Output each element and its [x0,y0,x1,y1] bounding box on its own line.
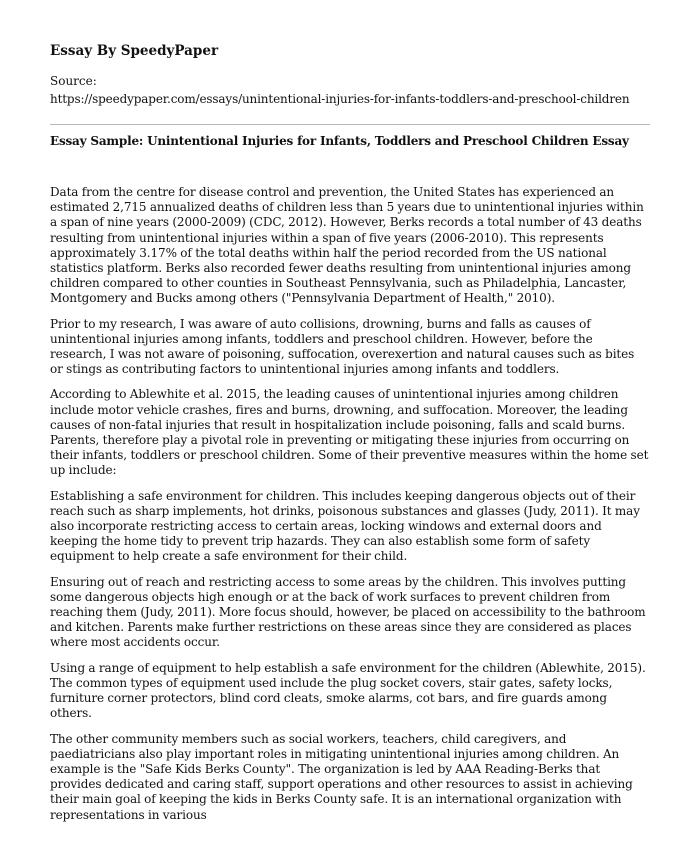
divider [50,124,650,125]
source-label: Source: [50,74,97,88]
essay-body [50,185,650,833]
paragraph: The other community members such as social workers, teachers, child caregivers, and paediatricians also play important roles in mitigating unintentional injuries among children. An example is the "Safe Kids Berks County". The organization is led by AAA Reading-Berks that provides dedicated and caring staff, support operations and other resources to assist in achieving their main goal of keeping the kids in Berks County safe. It is an international organization with representations in various [50,731,633,822]
source-url: https://speedypaper.com/essays/unintentional-injuries-for-infants-toddlers-and-preschool-children [50,92,630,106]
paragraph: Prior to my research, I was aware of auto collisions, drowning, burns and falls as causes of unintentional injuries among infants, toddlers and preschool children. However, before the research, I was not aware of poisoning, suffocation, overexertion and natural causes such as bites or stings as contributing factors to unintentional injuries among infants and toddlers. [50,316,635,377]
essay-author-heading: Essay By SpeedyPaper [50,43,219,59]
paragraph: Ensuring out of reach and restricting access to some areas by the children. This involves putting some dangerous objects high enough or at the back of work surfaces to prevent children from reaching them (Judy, 2011). More focus should, however, be placed on accessibility to the bathroom and kitchen. Parents make further restrictions on these areas since they are considered as places where most accidents occur. [50,574,646,650]
paragraph: According to Ablewhite et al. 2015, the leading causes of unintentional injuries among children include motor vehicle crashes, fires and burns, drowning, and suffocation. Moreover, the leading causes of non-fatal injuries that result in hospitalization include poisoning, falls and scald burns. Parents, therefore play a pivotal role in preventing or mitigating these injuries from occurring on their infants, toddlers or preschool children. Some of their preventive measures within the home set up include: [50,387,649,478]
source-block [50,72,650,108]
paragraph: Establishing a safe environment for children. This includes keeping dangerous objects out of their reach such as sharp implements, hot drinks, poisonous substances and glasses (Judy, 2011). It may also incorporate restricting access to certain areas, locking windows and external doors and keeping the home tidy to prevent trip hazards. They can also establish some form of safety equipment to help create a safe environment for their child. [50,488,640,564]
paragraph: Using a range of equipment to help establish a safe environment for the children (Ablewhite, 2015). The common types of equipment used include the plug socket covers, stair gates, safety locks, furniture corner protectors, blind cord cleats, smoke alarms, cot bars, and fire guards among others. [50,660,646,721]
essay-title: Essay Sample: Unintentional Injuries for Infants, Toddlers and Preschool Children Essay [50,134,629,148]
paragraph: Data from the centre for disease control and prevention, the United States has experienced an estimated 2,715 annualized deaths of children less than 5 years due to unintentional injuries within a span of nine years (2000-2009) (CDC, 2012). However, Berks records a total number of 43 deaths resulting from unintentional injuries within a span of five years (2006-2010). This represents approximately 3.17% of the total deaths within half the period recorded from the US national statistics platform. Berks also recorded fewer deaths resulting from unintentional injuries among children compared to other counties in Southeast Pennsylvania, such as Philadelphia, Lancaster, Montgomery and Bucks among others ("Pennsylvania Department of Health," 2010). [50,185,644,306]
